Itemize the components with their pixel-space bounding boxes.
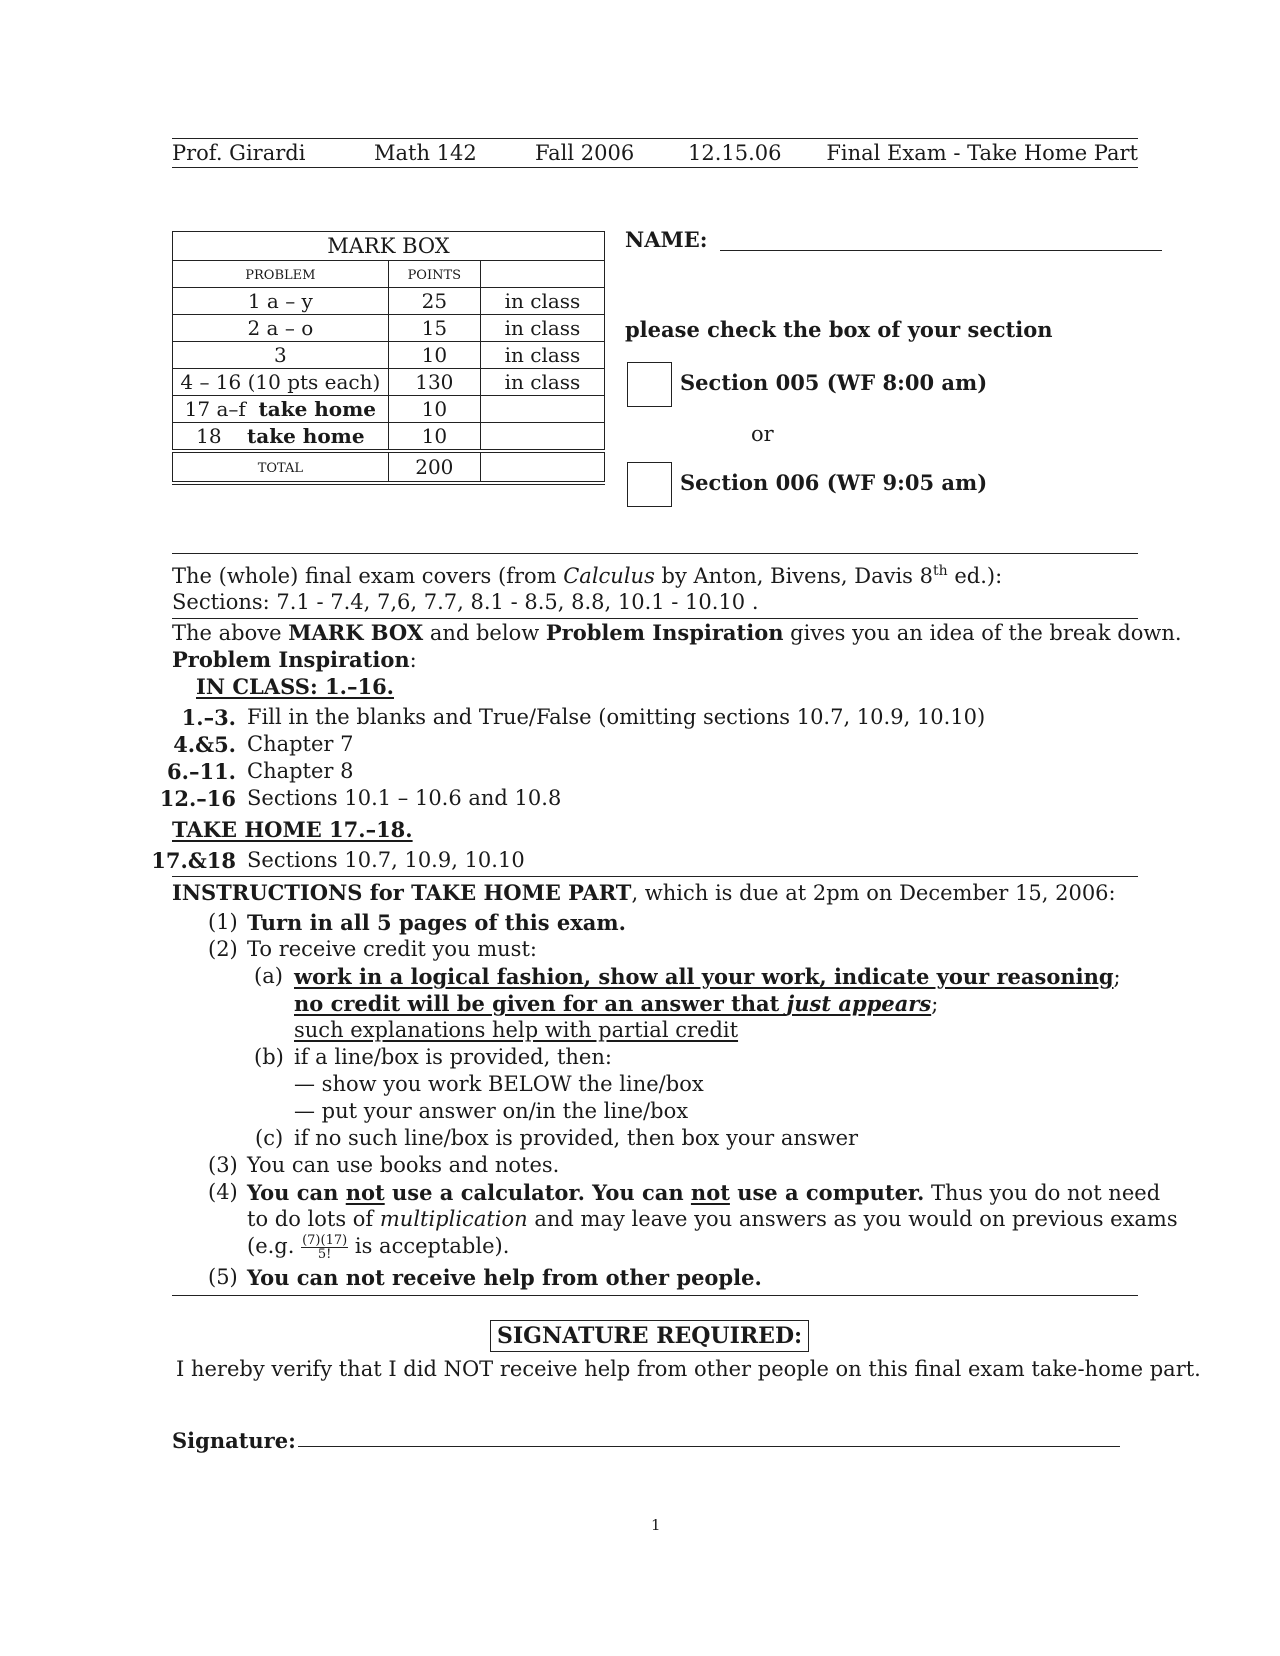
note-cell: in class bbox=[480, 288, 604, 315]
instr-4-line3 bbox=[247, 1234, 509, 1261]
breakdown-part: and below bbox=[423, 621, 546, 645]
instr-2a-line3: such explanations help with partial credit bbox=[294, 1018, 739, 1042]
signature-label: Signature: bbox=[172, 1428, 296, 1453]
signature-required-box: SIGNATURE REQUIRED: bbox=[490, 1320, 809, 1352]
instr-2a-end: ; bbox=[1113, 965, 1121, 989]
instr-4-not: not bbox=[345, 1180, 385, 1205]
instr-4-line2 bbox=[247, 1207, 1178, 1231]
section-006-label: Section 006 (WF 9:05 am) bbox=[680, 470, 988, 495]
note-cell: in class bbox=[480, 369, 604, 396]
item-text: Chapter 7 bbox=[247, 732, 354, 756]
item-number: 6.–11. bbox=[167, 759, 236, 784]
fraction-denominator: 5! bbox=[317, 1247, 332, 1262]
instr-2b-1: — show you work BELOW the line/box bbox=[294, 1072, 704, 1096]
coverage-sections: Sections: 7.1 - 7.4, 7,6, 7.7, 8.1 - 8.5, 8.8, 10.1 - 10.10 . bbox=[172, 590, 759, 614]
instr-4-not: not bbox=[690, 1180, 730, 1205]
total-points: 200 bbox=[388, 451, 480, 482]
instr-4-text: to do lots of bbox=[247, 1207, 380, 1231]
instructions-due: , which is due at 2pm on December 15, 2006: bbox=[631, 881, 1116, 905]
problem-cell bbox=[173, 396, 389, 423]
section-prompt: please check the box of your section bbox=[625, 317, 1053, 342]
breakdown-bold: MARK BOX bbox=[288, 620, 424, 645]
signature-field[interactable] bbox=[298, 1446, 1120, 1447]
item-text: Fill in the blanks and True/False (omitting sections 10.7, 10.9, 10.10) bbox=[247, 705, 986, 729]
breakdown-text bbox=[172, 620, 1182, 645]
course-name: Math 142 bbox=[374, 141, 477, 165]
instr-4-text: is acceptable). bbox=[348, 1234, 510, 1258]
sub-num: (b) bbox=[254, 1045, 284, 1069]
mark-box-title: MARK BOX bbox=[173, 232, 605, 261]
instr-4-line1 bbox=[247, 1180, 1160, 1205]
note-cell: in class bbox=[480, 342, 604, 369]
points-cell: 25 bbox=[388, 288, 480, 315]
note-cell bbox=[480, 423, 604, 452]
problem-cell: 2 a – o bbox=[173, 315, 389, 342]
item-number: 4.&5. bbox=[173, 732, 236, 757]
divider bbox=[172, 618, 1138, 619]
instr-4-italic: multiplication bbox=[379, 1207, 528, 1231]
divider bbox=[172, 876, 1138, 877]
instr-5: You can not receive help from other people. bbox=[247, 1265, 762, 1290]
coverage-prefix: The (whole) final exam covers (from bbox=[172, 564, 564, 588]
coverage-mid: by Anton, Bivens, Davis 8 bbox=[654, 564, 933, 588]
professor-name: Prof. Girardi bbox=[172, 141, 306, 165]
instr-4-bold: use a calculator. You can bbox=[384, 1180, 691, 1205]
take-home-heading: TAKE HOME 17.–18. bbox=[172, 817, 413, 842]
or-text: or bbox=[751, 422, 774, 446]
fraction bbox=[301, 1234, 348, 1261]
table-row bbox=[173, 423, 605, 452]
in-class-heading: IN CLASS: 1.–16. bbox=[196, 674, 394, 699]
instr-4-bold: use a computer. bbox=[729, 1180, 925, 1205]
col-points-header: points bbox=[388, 261, 480, 288]
instr-2a-text: work in a logical fashion, show all your work, indicate your reasoning bbox=[294, 964, 1114, 989]
instr-2a-end2: ; bbox=[931, 992, 939, 1016]
table-row bbox=[173, 315, 605, 342]
note-cell bbox=[480, 396, 604, 423]
instr-1: Turn in all 5 pages of this exam. bbox=[247, 910, 626, 935]
item-text: Sections 10.1 – 10.6 and 10.8 bbox=[247, 786, 562, 810]
item-number: 1.–3. bbox=[181, 705, 236, 730]
instr-num: (5) bbox=[208, 1265, 238, 1289]
instr-num: (3) bbox=[208, 1153, 238, 1177]
mark-box-table bbox=[172, 231, 605, 482]
item-text: Sections 10.7, 10.9, 10.10 bbox=[247, 848, 525, 872]
instr-2a-line1 bbox=[294, 964, 1121, 989]
problem-cell: 1 a – y bbox=[173, 288, 389, 315]
edition-sup: th bbox=[933, 563, 948, 579]
breakdown-bold: Problem Inspiration bbox=[545, 620, 784, 645]
points-cell: 10 bbox=[388, 342, 480, 369]
col-note-header bbox=[480, 261, 604, 288]
inspiration-title: Problem Inspiration bbox=[172, 647, 410, 672]
problem-number: 17 a–f bbox=[184, 397, 246, 421]
problem-number: 18 bbox=[196, 424, 222, 448]
exam-title: Final Exam - Take Home Part bbox=[826, 141, 1138, 165]
breakdown-part: The above bbox=[172, 621, 289, 645]
fraction-numerator: (7)(17) bbox=[302, 1233, 348, 1248]
table-row bbox=[173, 396, 605, 423]
coverage-suffix: ed.): bbox=[947, 564, 1003, 588]
inspiration-colon: : bbox=[409, 648, 417, 672]
instr-2a-italic: just appears bbox=[786, 991, 932, 1016]
mark-box-bottom-rule bbox=[172, 484, 605, 485]
mark-box bbox=[172, 231, 605, 485]
instr-2a-line2 bbox=[294, 991, 938, 1016]
instr-2a-text2-main: no credit will be given for an answer that bbox=[294, 991, 787, 1016]
breakdown-part: gives you an idea of the break down. bbox=[783, 621, 1182, 645]
item-text: Chapter 8 bbox=[247, 759, 354, 783]
problem-cell: 3 bbox=[173, 342, 389, 369]
instr-2c: if no such line/box is provided, then box your answer bbox=[294, 1126, 859, 1150]
book-title: Calculus bbox=[563, 564, 655, 588]
section-005-checkbox[interactable] bbox=[627, 362, 672, 407]
points-cell: 15 bbox=[388, 315, 480, 342]
total-label: total bbox=[173, 451, 389, 482]
inspiration-heading bbox=[172, 647, 417, 672]
table-row bbox=[173, 288, 605, 315]
instructions-heading bbox=[172, 880, 1116, 905]
problem-tag: take home bbox=[247, 424, 365, 448]
instr-2a-text2 bbox=[294, 991, 931, 1016]
points-cell: 130 bbox=[388, 369, 480, 396]
term: Fall 2006 bbox=[535, 141, 635, 165]
table-row bbox=[173, 342, 605, 369]
instr-2b: if a line/box is provided, then: bbox=[294, 1045, 612, 1069]
instr-3: You can use books and notes. bbox=[247, 1153, 560, 1177]
instr-num: (2) bbox=[208, 937, 238, 961]
divider bbox=[172, 553, 1138, 554]
section-006-checkbox[interactable] bbox=[627, 462, 672, 507]
points-cell: 10 bbox=[388, 423, 480, 452]
points-cell: 10 bbox=[388, 396, 480, 423]
exam-date: 12.15.06 bbox=[688, 141, 782, 165]
problem-cell bbox=[173, 423, 389, 452]
item-number: 12.–16 bbox=[159, 786, 236, 811]
total-score-cell bbox=[480, 451, 604, 482]
total-row bbox=[173, 451, 605, 482]
instr-num: (1) bbox=[208, 910, 238, 934]
sub-num: (a) bbox=[254, 964, 283, 988]
divider bbox=[172, 1295, 1138, 1296]
item-number: 17.&18 bbox=[151, 848, 236, 873]
page-number: 1 bbox=[651, 1516, 661, 1534]
instr-4-text: and may leave you answers as you would on previous exams bbox=[527, 1207, 1178, 1231]
table-row bbox=[173, 369, 605, 396]
instr-2: To receive credit you must: bbox=[247, 937, 537, 961]
section-005-label: Section 005 (WF 8:00 am) bbox=[680, 370, 988, 395]
name-field[interactable] bbox=[720, 250, 1162, 251]
instr-4-text: (e.g. bbox=[247, 1234, 302, 1258]
signature-statement: I hereby verify that I did NOT receive help from other people on this final exam take-home part. bbox=[176, 1357, 1201, 1381]
instr-2b-2: — put your answer on/in the line/box bbox=[294, 1099, 689, 1123]
col-problem-header: problem bbox=[173, 261, 389, 288]
instr-4-bold: You can bbox=[247, 1180, 346, 1205]
instructions-title: INSTRUCTIONS for TAKE HOME PART bbox=[172, 880, 632, 905]
problem-cell: 4 – 16 (10 pts each) bbox=[173, 369, 389, 396]
note-cell: in class bbox=[480, 315, 604, 342]
name-label: NAME: bbox=[625, 227, 708, 252]
instr-4-rest: Thus you do not need bbox=[924, 1181, 1161, 1205]
sub-num: (c) bbox=[255, 1126, 284, 1150]
instr-num: (4) bbox=[208, 1180, 238, 1204]
coverage-text bbox=[172, 563, 1002, 588]
problem-tag: take home bbox=[258, 397, 377, 421]
exam-header bbox=[172, 138, 1138, 168]
